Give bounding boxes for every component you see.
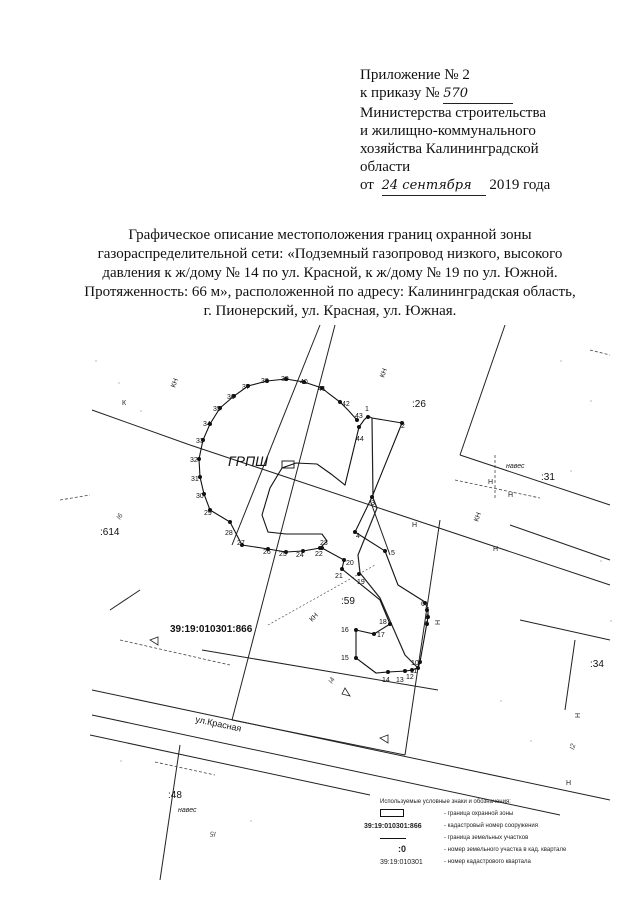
point-label: 39 [281,376,289,383]
legend-zone-symbol [380,809,404,817]
building-label: Н [488,479,494,486]
awning-label: навес [178,807,197,814]
legend-item: 39:19:010301:866 - кадастровый номер сооружения [364,823,538,830]
point-label: 13 [396,677,404,684]
point-label: 36 [227,394,235,401]
point-label: 35 [213,406,221,413]
point-label: 6 [421,601,425,608]
legend-item: :0 - номер земельного участка в кад. квартале [398,844,567,854]
legend-boundary-symbol [380,833,406,839]
quarter-label: :59 [341,596,355,607]
point-label: 3 [371,500,375,507]
dashed-structures [60,350,610,775]
misc-label: I2 [569,743,578,751]
misc-label: I4 [327,676,337,685]
point-label: 41 [318,386,326,393]
quarter-number-labels [100,399,604,801]
quarter-label: :26 [412,399,426,410]
building-label: Н [412,522,418,529]
point-label: 18 [379,619,387,626]
building-label: Н [566,780,572,787]
point-label: 22 [315,551,323,558]
point-label: 5 [391,550,395,557]
ministry-line-4: области [360,159,411,175]
point-label: 26 [263,549,271,556]
point-label: 11 [410,668,418,675]
point-label: 34 [203,421,211,428]
point-label: 20 [346,560,354,567]
point-label: 10 [411,660,419,667]
point-label: 23 [320,540,328,547]
building-label: КН [473,511,484,523]
point-label: 9 [425,621,429,628]
point-label: 24 [296,552,304,559]
building-label: Н [435,619,442,625]
awning-labels [178,463,525,814]
ministry-line-3: хозяйства Калининградской [360,141,539,157]
point-label: 30 [196,493,204,500]
ministry-line-1: Министерства строительства [360,105,547,121]
point-label: 25 [279,551,287,558]
point-label: 40 [300,379,308,386]
point-label: 44 [356,436,364,443]
point-label: 28 [225,530,233,537]
awning-label: навес [506,463,525,470]
point-label: 7 [425,607,429,614]
point-label: 38 [261,378,269,385]
building-label: Н [493,546,499,553]
point-label: 31 [191,476,199,483]
point-label: 37 [242,384,250,391]
point-label: 2 [401,423,405,430]
quarter-label: :614 [100,527,120,538]
building-label: КН [379,367,390,379]
quarter-label: :34 [590,659,604,670]
order-line: к приказу № 570 [360,84,620,104]
point-label: 29 [204,510,212,517]
quarter-label: :31 [541,472,555,483]
document-title: Графическое описание местоположения границ охранной зоны газораспределительной сети: «Подземный газопровод низкого, высокого давления к ж/дому № 14 по ул. Красной, к ж/дому № 19 по ул. Южной. Протяженность: 66 м», расположенной по адресу: Калининградская область, г. Пионерский, ул. Красная, ул. Южная. [84,227,576,319]
ministry-line-2: и жилищно-коммунального [360,123,536,139]
point-label: 32 [190,457,198,464]
quarter-label: :48 [168,790,182,801]
date-handwritten: 24 сентября [381,178,472,193]
building-label: КН [308,612,320,624]
order-number-handwritten: 570 [443,86,469,101]
appendix-header [360,66,620,196]
building-label: Н [508,492,514,499]
grpsh-label: ГРПШ [228,453,268,469]
appendix-title: Приложение № 2 [360,67,470,83]
gas-pipeline [358,418,418,668]
legend-title: Используемые условные знаки и обозначения: [380,799,511,805]
misc-label: I5 [209,829,217,837]
parcel-cadastral-number: 39:19:010301:866 [170,624,253,635]
misc-label: I6 [115,512,125,521]
point-label: 16 [341,627,349,634]
point-label: 14 [382,677,390,684]
street-label: ул.Красная [194,714,243,734]
point-label: 12 [406,674,414,681]
legend-item: - граница охранной зоны [380,808,610,820]
point-label: 19 [357,579,365,586]
point-label: 15 [341,655,349,662]
date-line: от 24 сентября 2019 года [360,176,620,196]
point-label: 17 [377,632,385,639]
point-label: 1 [365,406,369,413]
legend-item: - граница земельных участков [380,832,610,844]
point-label: 43 [355,413,363,420]
point-label: 8 [425,614,429,621]
point-label: 42 [342,401,350,408]
point-label: 21 [335,573,343,580]
point-label: 4 [356,533,360,540]
point-label: 33 [196,438,204,445]
legend-item: 39:19:010301 - номер кадастрового квартала [380,859,531,866]
building-label: К [122,400,127,407]
building-label: КН [170,377,181,389]
building-label: Н [575,712,582,718]
point-label: 27 [237,540,245,547]
map-legend [364,796,610,868]
